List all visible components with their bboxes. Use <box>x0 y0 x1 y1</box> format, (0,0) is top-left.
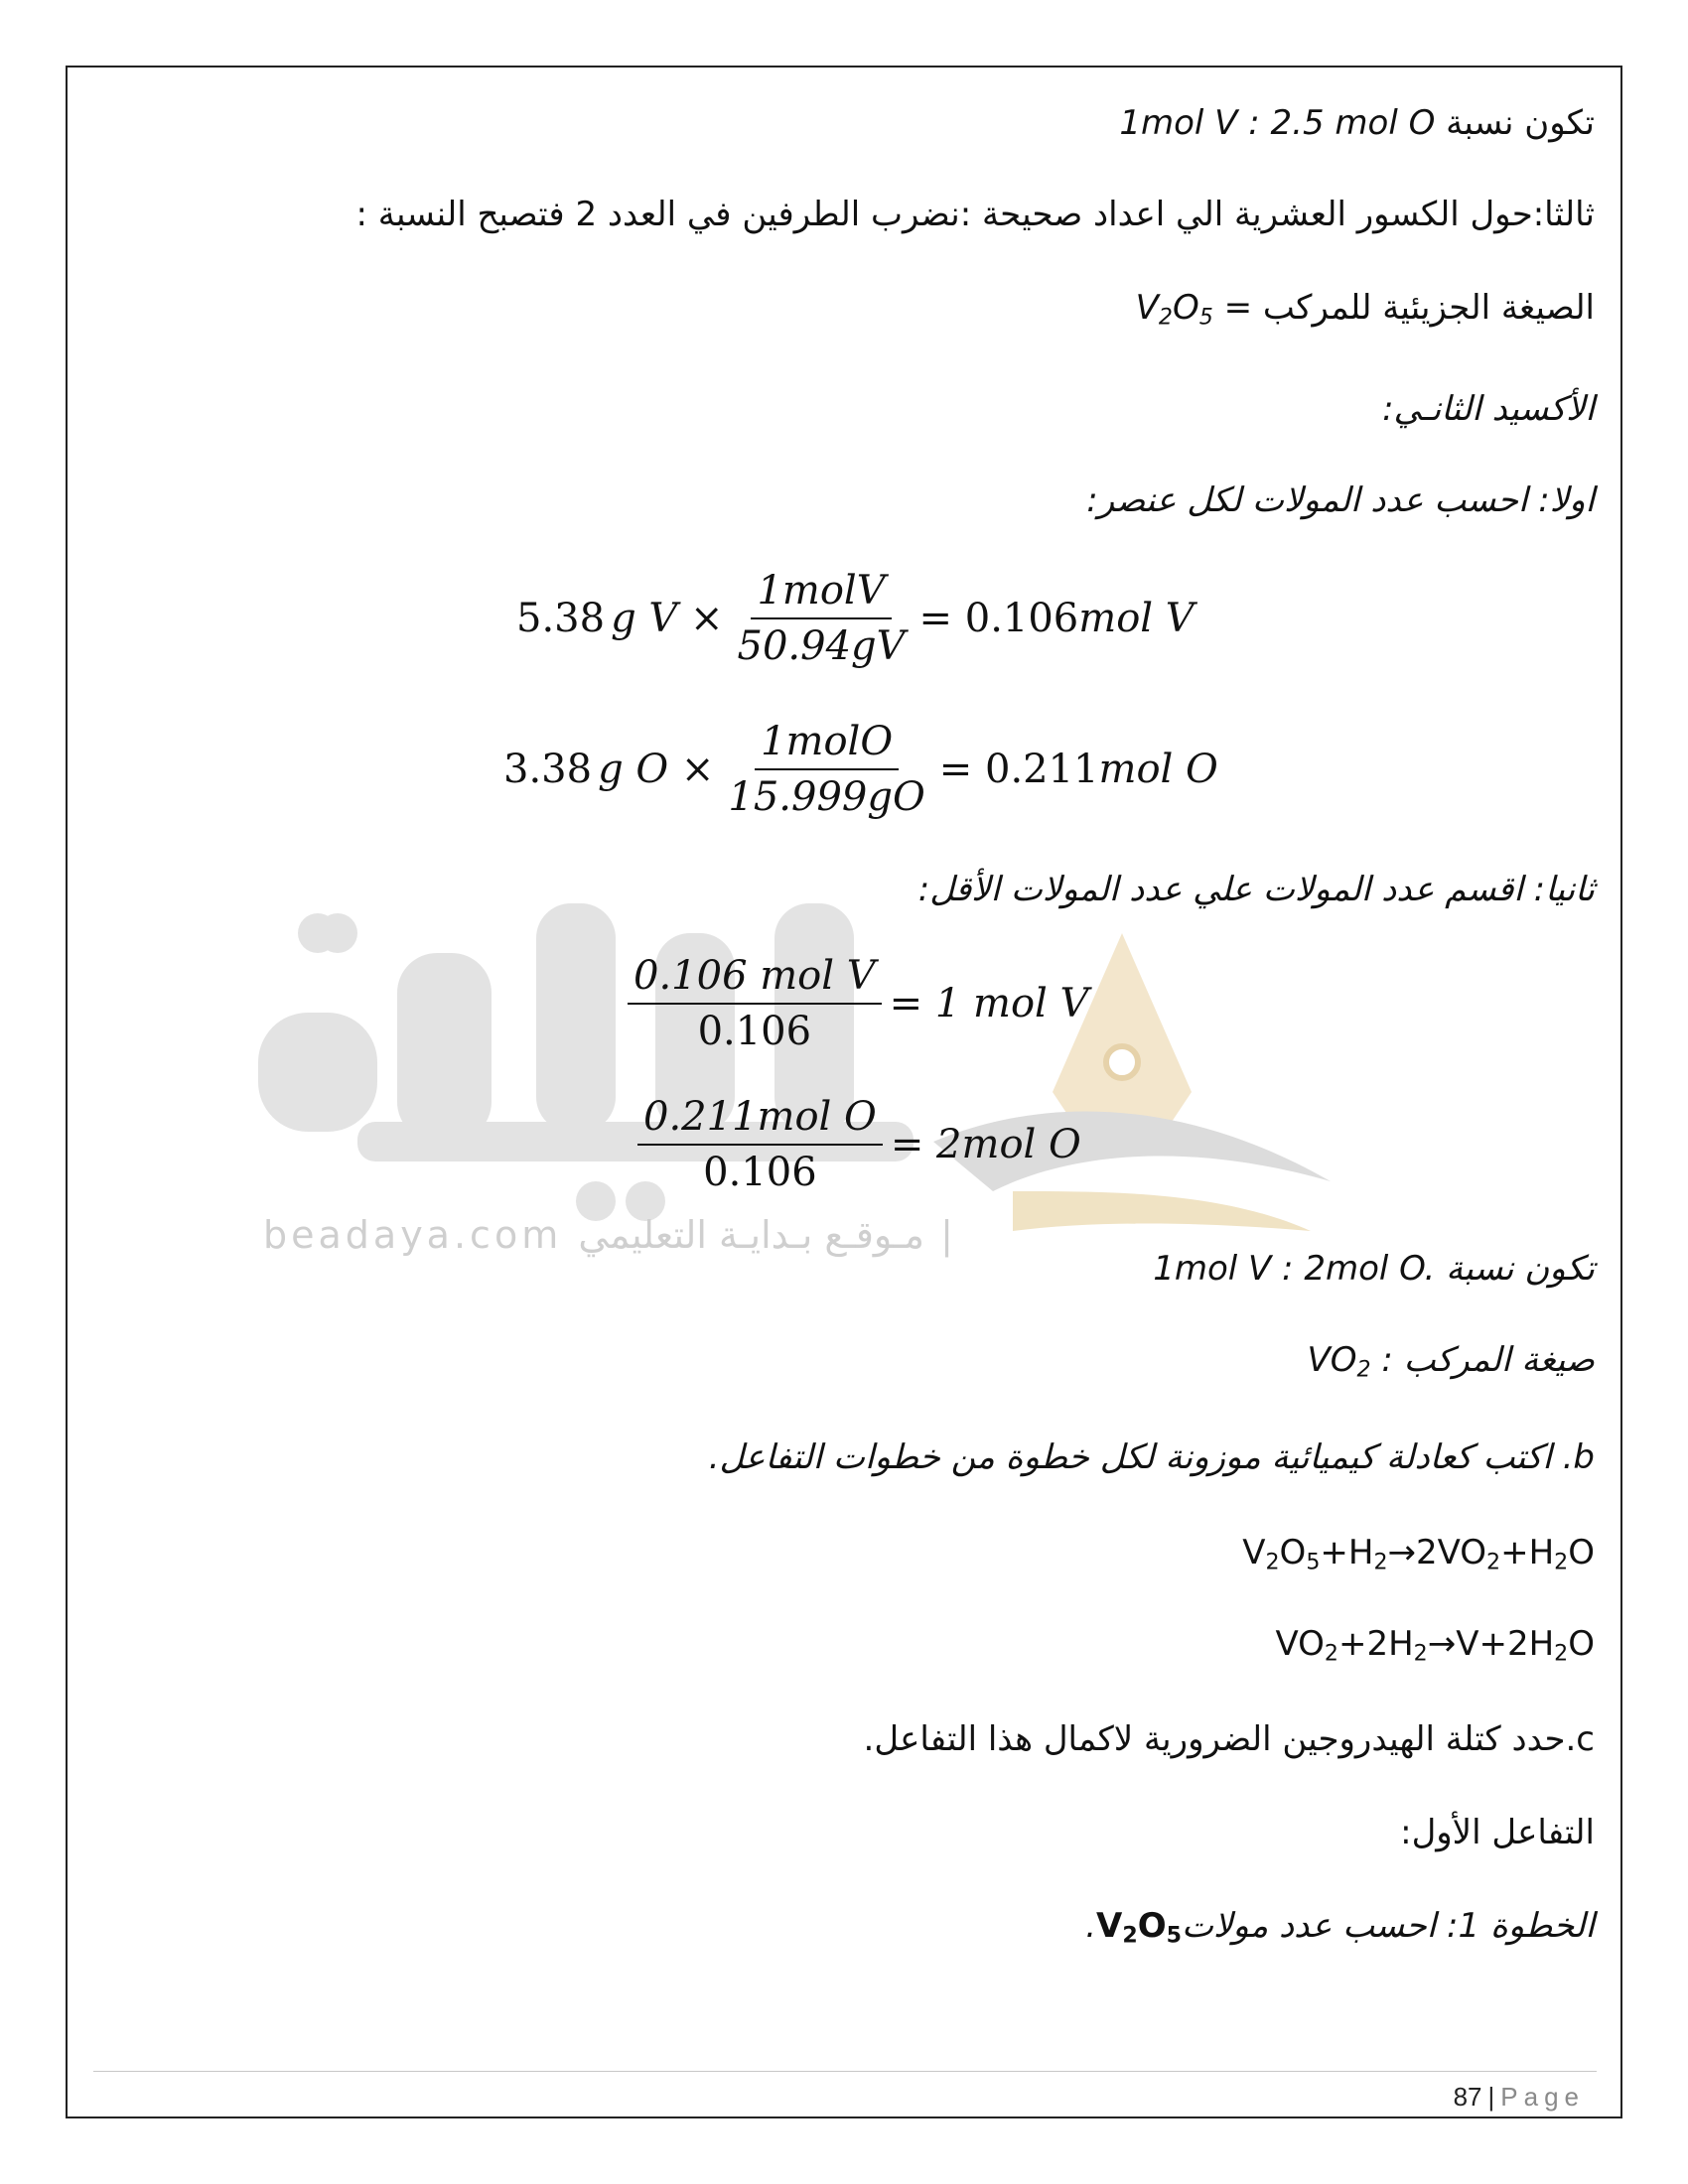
eq1-result: = 0.106 <box>918 596 1079 641</box>
formula-v2o5: $V_2O_5$ <box>1135 288 1213 331</box>
step1-formula: $V_2O_5$ <box>1096 1906 1182 1949</box>
compound-formula-line <box>1307 1340 1595 1383</box>
part-c-question: c.حدد كتلة الهيدروجين الضرورية لاكمال هذا التفاعل. <box>863 1719 1595 1759</box>
eq2-mass: 3.38 <box>503 747 593 792</box>
eq2-result: = 0.211 <box>938 747 1099 792</box>
formula-label: الصيغة الجزيئية للمركب = <box>1223 288 1595 328</box>
first-reaction-heading: التفاعل الأول: <box>1400 1813 1595 1852</box>
ratio-line-1 <box>1119 103 1595 143</box>
reaction-equation-1: $V_2O_5+H_2\to 2VO_2+H_2O$ <box>1242 1533 1595 1575</box>
page-number: 87 <box>1453 2082 1482 2112</box>
molecular-formula-line <box>1136 288 1595 331</box>
eq1-mass: 5.38 <box>516 596 606 641</box>
ratio-label: تكون نسبة <box>1435 103 1595 143</box>
formula-vo2: $VO_2$ <box>1307 1340 1371 1383</box>
eq1-unit: g V × <box>611 596 724 641</box>
eq3-result: = 1 mol V <box>889 981 1089 1026</box>
eq1-result-unit: mol V <box>1078 596 1195 641</box>
eq4-result: = 2mol O <box>890 1122 1081 1167</box>
watermark-site: beadaya.com <box>263 1213 563 1257</box>
footer-divider <box>93 2071 1597 2072</box>
eq3-fraction <box>628 953 882 1054</box>
eq1-fraction <box>732 568 912 669</box>
watermark-tagline: | مـوقـع بـدايـة التعليمي <box>578 1213 957 1257</box>
equation-moles-v <box>516 568 1195 669</box>
eq1-numerator: 1molV <box>751 568 891 619</box>
first-calc-instruction: اولا: احسب عدد المولات لكل عنصر: <box>1086 480 1595 520</box>
step3-text: ثالثا:حول الكسور العشرية الي اعداد صحيحة :نضرب الطرفين في العدد 2 فتصبح النسبة : <box>355 195 1595 234</box>
ratio-value: 1mol V : 2.5 mol O <box>1119 103 1436 143</box>
eq3-numerator: 0.106 mol V <box>628 953 882 1005</box>
page-label: Page <box>1500 2082 1585 2112</box>
second-divide-instruction: ثانيا: اقسم عدد المولات علي عدد المولات الأقل: <box>917 870 1595 909</box>
equation-ratio-v <box>620 953 1088 1054</box>
step1-label: الخطوة 1: احسب عدد مولات <box>1182 1906 1595 1946</box>
eq2-denominator: 15.999gO <box>728 774 925 820</box>
reaction-equation-2: $VO_2+2H_2\to V+2H_2O$ <box>1275 1624 1595 1667</box>
ratio-line-2 <box>1153 1249 1595 1289</box>
page-footer <box>1454 2082 1585 2113</box>
eq2-numerator: 1molO <box>755 719 899 770</box>
eq4-denominator: 0.106 <box>703 1150 817 1195</box>
eq1-denominator: 50.94gV <box>737 623 906 669</box>
second-oxide-heading: الأكسيد الثانـي: <box>1382 389 1595 429</box>
ratio2-value: 1mol V : 2mol O. <box>1153 1249 1436 1289</box>
part-b-question: b. اكتب كعادلة كيميائية موزونة لكل خطوة من خطوات التفاعل. <box>708 1437 1595 1477</box>
eq3-denominator: 0.106 <box>697 1009 812 1054</box>
eq4-numerator: 0.211mol O <box>637 1094 883 1146</box>
watermark-text <box>263 1213 957 1257</box>
eq4-fraction <box>637 1094 883 1195</box>
compound-formula-label: صيغة المركب : <box>1370 1340 1595 1380</box>
equation-moles-o <box>503 719 1218 820</box>
eq2-fraction <box>722 719 930 820</box>
eq2-unit: g O × <box>598 747 715 792</box>
eq2-result-unit: mol O <box>1098 747 1218 792</box>
step1-line <box>1085 1906 1595 1949</box>
footer-separator: | <box>1487 2082 1495 2112</box>
equation-ratio-o <box>630 1094 1081 1195</box>
step1-end: . <box>1085 1906 1097 1946</box>
ratio2-label: تكون نسبة <box>1435 1249 1595 1289</box>
